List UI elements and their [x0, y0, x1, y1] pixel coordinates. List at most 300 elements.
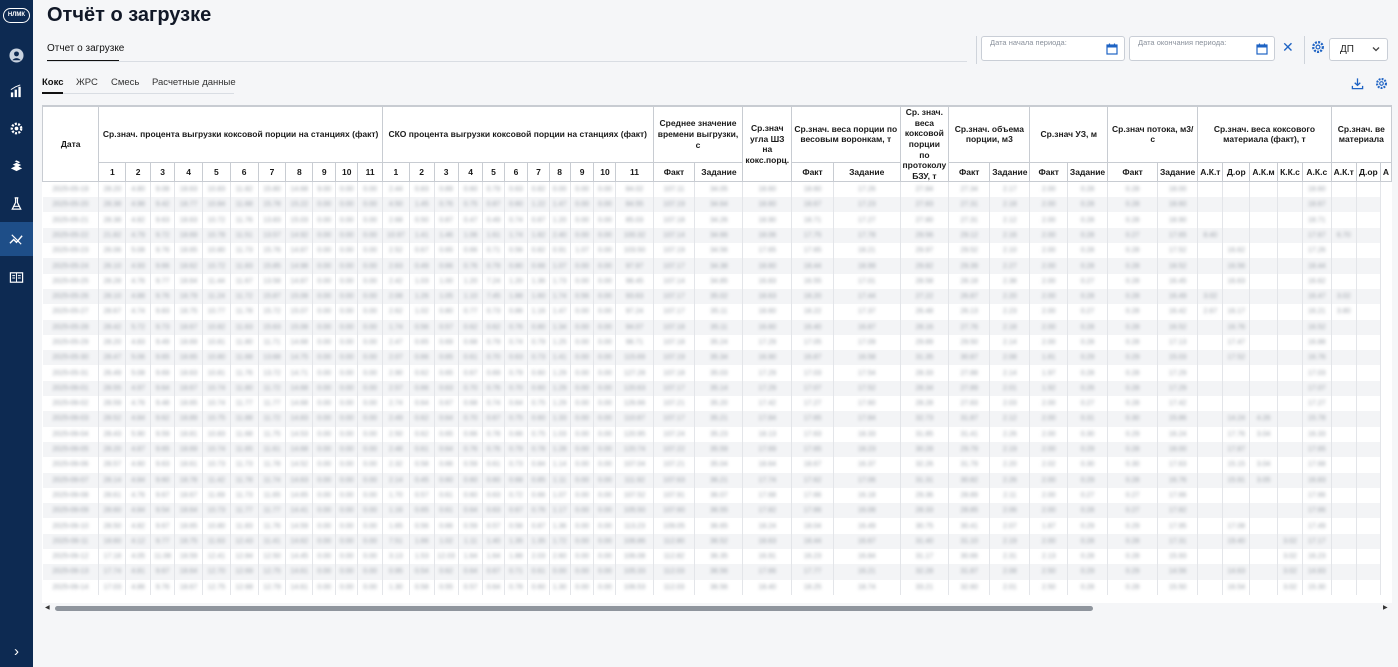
table-row[interactable]: [43, 274, 1392, 289]
cell-value: 0.00: [363, 430, 377, 438]
cell-value: 2.19: [1003, 446, 1017, 454]
table-row[interactable]: [43, 335, 1392, 350]
cell-value: 0.00: [363, 583, 377, 591]
cell-value: 4.50: [389, 201, 403, 209]
cell-value: 0.00: [598, 430, 612, 438]
subtab-mix[interactable]: Смесь: [111, 77, 140, 88]
cell-value: 1.47: [552, 201, 567, 209]
blast-furnace-select[interactable]: [1329, 38, 1388, 61]
table-row[interactable]: [43, 564, 1392, 579]
cell-value: 27.76: [960, 323, 978, 331]
cell-date: [43, 381, 99, 396]
cell-value: 17.52: [1227, 354, 1246, 362]
table-cell: [695, 304, 743, 319]
table-cell: [1250, 335, 1278, 350]
cell-value: 5.72: [131, 323, 145, 331]
table-cell: [949, 564, 990, 579]
cell-value: 107.14: [663, 231, 685, 239]
table-cell: [653, 503, 695, 518]
cell-value: 0.66: [414, 354, 429, 362]
table-cell: [286, 518, 313, 533]
table-cell: [382, 427, 409, 442]
table-cell: [1198, 473, 1223, 488]
cell-value: 34.56: [710, 247, 728, 255]
cell-value: 2.26: [1003, 430, 1017, 438]
date-start-field[interactable]: [981, 36, 1125, 61]
cell-value: 26.10: [103, 262, 122, 270]
table-cell: [1331, 212, 1356, 227]
cell-value: 10.72: [207, 262, 226, 270]
cell-value: 11.77: [235, 400, 253, 408]
user-icon[interactable]: [0, 38, 33, 72]
cell-value: 31.79: [960, 461, 978, 469]
table-cell: [1198, 488, 1223, 503]
cell-value: 18.64: [758, 461, 777, 469]
table-cell: [990, 381, 1030, 396]
cell-value: 36.65: [710, 522, 728, 530]
cell-value: 17.82: [758, 507, 777, 515]
cell-value: 10.80: [207, 522, 226, 530]
cell-value: 28.16: [915, 323, 934, 331]
col-station-number-label: 1: [109, 166, 115, 177]
tab-load-report[interactable]: Отчет о загрузке: [47, 43, 125, 54]
cell-value: 1.11: [464, 537, 478, 545]
gear-icon[interactable]: [1311, 40, 1325, 54]
cell-value: 0.00: [339, 430, 354, 438]
table-cell: [202, 381, 230, 396]
table-cell: [358, 197, 383, 212]
cell-date: [43, 457, 99, 472]
table-cell: [528, 304, 549, 319]
cell-value: 1.30: [389, 583, 403, 591]
table-cell: [695, 518, 743, 533]
cell-value: 15.08: [290, 323, 309, 331]
table-cell: [900, 534, 949, 549]
table-cell: [1030, 411, 1067, 426]
cell-value: 31.35: [915, 354, 934, 362]
cell-value: 1.05: [439, 293, 453, 301]
cell-value: 14.61: [290, 583, 309, 591]
cell-value: 28.20: [103, 338, 122, 346]
table-cell: [1356, 197, 1380, 212]
cell-value: 18.63: [179, 369, 198, 377]
cell-value: 9.76: [155, 583, 170, 591]
cell-value: 1.64: [486, 553, 501, 561]
cell-value: 2.90: [389, 369, 403, 377]
cell-value: 14.92: [290, 231, 309, 239]
table-cell: [1223, 350, 1250, 365]
table-row[interactable]: [43, 396, 1392, 411]
cell-value: 0.61: [531, 568, 546, 576]
table-cell: [900, 381, 949, 396]
table-cell: [434, 503, 458, 518]
cell-value: 0.58: [414, 461, 429, 469]
cell-value: 84.55: [625, 201, 644, 209]
table-cell: [990, 304, 1030, 319]
table-cell: [1157, 350, 1197, 365]
analytics-icon[interactable]: [0, 222, 33, 256]
table-cell: [313, 503, 336, 518]
ingot-icon[interactable]: [0, 148, 33, 182]
cell-value: 32.28: [915, 568, 934, 576]
table-cell: [458, 549, 483, 564]
table-cell: [1030, 488, 1067, 503]
cell-value: 36.56: [710, 568, 728, 576]
cell-value: 10.74: [207, 384, 226, 392]
cell-value: 0.00: [317, 415, 332, 423]
table-cell: [695, 396, 743, 411]
table-cell: [175, 549, 203, 564]
table-cell: [1331, 503, 1356, 518]
table-cell: [1108, 335, 1158, 350]
table-cell: [1250, 580, 1278, 595]
table-cell: [990, 289, 1030, 304]
table-cell: [570, 182, 594, 197]
table-cell: [1198, 182, 1223, 197]
table-cell: [258, 396, 286, 411]
cell-value: 0.76: [531, 507, 546, 515]
cell-value: 31.85: [915, 430, 934, 438]
cell-value: 0.00: [339, 522, 354, 530]
subtab-calculated[interactable]: Расчетные данные: [152, 77, 236, 88]
table-row[interactable]: [43, 427, 1392, 442]
cell-value: 36.55: [710, 507, 728, 515]
table-cell: [1356, 503, 1380, 518]
cell-value: 2.23: [1003, 308, 1017, 316]
cell-value: 16.55: [803, 277, 822, 285]
scroll-right-icon[interactable]: ▶: [1383, 605, 1388, 611]
table-cell: [1356, 396, 1380, 411]
cell-value: 0.66: [439, 262, 453, 270]
table-row[interactable]: [43, 488, 1392, 503]
table-cell: [382, 534, 409, 549]
cell-value: 10.81: [207, 369, 226, 377]
table-cell: [409, 457, 434, 472]
table-cell: [695, 212, 743, 227]
table-cell: [1302, 212, 1331, 227]
table-cell: [549, 381, 570, 396]
table-cell: [900, 473, 949, 488]
cell-value: 34.85: [710, 277, 728, 285]
table-cell: [1331, 518, 1356, 533]
cell-value: 9.54: [155, 507, 170, 515]
table-cell: [358, 212, 383, 227]
cell-value: 0.29: [1080, 568, 1095, 576]
table-row[interactable]: [43, 258, 1392, 273]
flask-icon[interactable]: [0, 186, 33, 220]
table-cell: [202, 182, 230, 197]
table-cell: [409, 411, 434, 426]
table-cell: [792, 381, 834, 396]
table-cell: [230, 534, 258, 549]
col-station-number: [382, 162, 409, 182]
table-cell: [1198, 243, 1223, 258]
table-row[interactable]: [43, 549, 1392, 564]
table-cell: [175, 564, 203, 579]
table-row[interactable]: [43, 304, 1392, 319]
table-cell: [528, 518, 549, 533]
settings-icon[interactable]: [0, 111, 33, 145]
table-cell: [258, 427, 286, 442]
table-cell: [409, 258, 434, 273]
table-cell: [900, 182, 949, 197]
table-cell: [1250, 381, 1278, 396]
table-cell: [1198, 197, 1223, 212]
cell-value: 0.66: [439, 522, 453, 530]
table-row[interactable]: [43, 503, 1392, 518]
cell-value: 112.80: [663, 537, 685, 545]
cell-value: 2.14: [1003, 369, 1017, 377]
table-cell: [616, 274, 653, 289]
cell-value: 0.73: [486, 308, 501, 316]
cell-value: 17.66: [803, 507, 822, 515]
table-row[interactable]: [43, 228, 1392, 243]
table-row[interactable]: [43, 365, 1392, 380]
table-cell: [1108, 304, 1158, 319]
table-cell: [1030, 549, 1067, 564]
table-cell: [833, 427, 900, 442]
cell-value: 18.23: [857, 446, 876, 454]
table-cell: [1250, 365, 1278, 380]
table-cell: [1250, 534, 1278, 549]
cell-value: 28.38: [103, 201, 122, 209]
table-cell: [949, 228, 990, 243]
subtab-coke[interactable]: Кокс: [42, 77, 64, 88]
col-group-header-label: Ср. знач. веса коксовой порции по протоколу БЗУ, т: [902, 107, 947, 181]
cell-value: 0.62: [439, 568, 453, 576]
book-icon[interactable]: [0, 260, 33, 294]
table-cell: [458, 518, 483, 533]
table-cell: [258, 473, 286, 488]
table-row[interactable]: [43, 580, 1392, 595]
table-cell: [313, 274, 336, 289]
table-cell: [743, 289, 792, 304]
table-cell: [504, 258, 528, 273]
table-cell: [434, 304, 458, 319]
table-row[interactable]: [43, 518, 1392, 533]
cell-value: 12.03: [437, 553, 455, 561]
table-row[interactable]: [43, 320, 1392, 335]
cell-value: 0.00: [575, 186, 589, 194]
table-cell: [695, 320, 743, 335]
date-start-label: Дата начала периода:: [990, 38, 1067, 47]
cell-date: [43, 243, 99, 258]
gear-icon[interactable]: [1375, 77, 1388, 90]
table-cell: [833, 549, 900, 564]
table-cell: [1302, 197, 1331, 212]
cell-value: 11.78: [235, 476, 253, 484]
table-cell: [1030, 396, 1067, 411]
col-group-header: [792, 107, 900, 163]
page-title: Отчёт о загрузке: [47, 4, 212, 26]
table-row[interactable]: [43, 197, 1392, 212]
table-cell: [483, 258, 504, 273]
cell-value: 2.03: [1003, 400, 1017, 408]
table-cell: [528, 411, 549, 426]
cell-value: 1.60: [531, 293, 546, 301]
cell-value: 107.63: [663, 476, 685, 484]
cell-value: 0.00: [317, 369, 332, 377]
table-cell: [949, 335, 990, 350]
table-cell: [1030, 289, 1067, 304]
table-cell: [126, 350, 151, 365]
table-cell: [616, 228, 653, 243]
table-cell: [382, 274, 409, 289]
table-cell: [434, 228, 458, 243]
cell-value: 19.40: [1227, 537, 1246, 545]
horizontal-scrollbar-thumb[interactable]: [55, 606, 1093, 611]
cell-value: 29.79: [960, 446, 978, 454]
col-sub-header: [1067, 162, 1107, 182]
bar-chart-icon[interactable]: [0, 74, 33, 108]
cell-value: 10.74: [207, 400, 226, 408]
table-cell: [653, 488, 695, 503]
cell-date: [43, 289, 99, 304]
cell-value: 2025-05-28: [52, 323, 89, 331]
cell-value: 0.00: [575, 262, 589, 270]
table-cell: [336, 580, 358, 595]
cell-value: 13.58: [263, 277, 281, 285]
table-cell: [900, 212, 949, 227]
table-cell: [570, 381, 594, 396]
cell-value: 14.56: [1168, 568, 1187, 576]
cell-value: 1.88: [509, 553, 523, 561]
table-cell: [570, 503, 594, 518]
cell-value: 0.00: [339, 247, 354, 255]
cell-value: 107.91: [663, 491, 685, 499]
report-table-container[interactable]: [42, 105, 1392, 603]
table-cell: [1067, 304, 1107, 319]
cell-value: 2.00: [1041, 446, 1056, 454]
table-row[interactable]: [43, 534, 1392, 549]
cell-value: 27.89: [960, 384, 978, 392]
table-row[interactable]: [43, 212, 1392, 227]
calendar-icon[interactable]: [1256, 43, 1268, 55]
table-cell: [1223, 503, 1250, 518]
table-cell: [990, 365, 1030, 380]
cell-value: 18.60: [803, 186, 822, 194]
cell-value: 0.80: [439, 308, 453, 316]
blast-furnace-value: ДП: [1340, 44, 1354, 55]
table-cell: [126, 580, 151, 595]
cell-value: 0.00: [363, 507, 377, 515]
table-cell: [900, 304, 949, 319]
table-cell: [792, 580, 834, 595]
table-cell: [286, 182, 313, 197]
clear-dates-icon[interactable]: ✕: [1282, 39, 1294, 55]
cell-value: 16.84: [857, 553, 876, 561]
table-cell: [1223, 564, 1250, 579]
cell-value: 0.00: [339, 293, 354, 301]
cell-value: 0.61: [439, 491, 453, 499]
cell-value: 0.65: [439, 369, 453, 377]
cell-value: 0.00: [363, 277, 377, 285]
table-row[interactable]: [43, 182, 1392, 197]
col-station-number: [594, 162, 616, 182]
cell-value: 2.03: [531, 553, 546, 561]
subtab-divider: [42, 93, 234, 94]
table-cell: [1278, 258, 1303, 273]
table-cell: [230, 197, 258, 212]
table-cell: [743, 258, 792, 273]
chevron-right-icon[interactable]: ›: [14, 643, 19, 660]
nlmk-logo[interactable]: НЛМК: [3, 8, 30, 23]
table-row[interactable]: [43, 350, 1392, 365]
cell-value: 28.85: [960, 507, 978, 515]
table-cell: [743, 564, 792, 579]
table-cell: [695, 503, 743, 518]
cell-value: 0.26: [1080, 384, 1095, 392]
cell-value: 2.08: [389, 293, 403, 301]
table-cell: [483, 365, 504, 380]
table-cell: [1067, 564, 1107, 579]
cell-date: [43, 396, 99, 411]
table-cell: [286, 442, 313, 457]
cell-value: 29.39: [960, 262, 978, 270]
table-cell: [382, 258, 409, 273]
table-cell: [1157, 381, 1197, 396]
table-cell: [150, 549, 174, 564]
cell-value: 35.34: [710, 354, 728, 362]
cell-value: 0.76: [486, 384, 501, 392]
table-cell: [1356, 365, 1380, 380]
table-row[interactable]: [43, 442, 1392, 457]
table-cell: [258, 289, 286, 304]
cell-value: 18.99: [857, 262, 876, 270]
table-cell: [175, 503, 203, 518]
table-cell: [434, 258, 458, 273]
subtab-iron-ore[interactable]: ЖРС: [76, 77, 98, 88]
table-row[interactable]: [43, 411, 1392, 426]
table-row[interactable]: [43, 473, 1392, 488]
table-cell: [358, 289, 383, 304]
table-row[interactable]: [43, 457, 1392, 472]
table-cell: [990, 488, 1030, 503]
table-row[interactable]: [43, 243, 1392, 258]
cell-value: 12.75: [263, 568, 281, 576]
table-cell: [313, 243, 336, 258]
table-cell: [990, 549, 1030, 564]
table-cell: [99, 488, 126, 503]
download-icon[interactable]: [1351, 77, 1364, 90]
table-cell: [483, 473, 504, 488]
table-cell: [175, 473, 203, 488]
table-cell: [990, 350, 1030, 365]
table-cell: [1250, 411, 1278, 426]
table-row[interactable]: [43, 289, 1392, 304]
cell-value: 11.51: [235, 231, 253, 239]
cell-value: 17.03: [1308, 369, 1326, 377]
table-cell: [1030, 518, 1067, 533]
cell-value: 16.54: [1227, 583, 1246, 591]
table-cell: [286, 396, 313, 411]
cell-value: 2.49: [389, 415, 403, 423]
cell-value: 4.80: [131, 186, 145, 194]
cell-value: 0.28: [1125, 262, 1140, 270]
cell-value: 0.63: [439, 384, 453, 392]
table-cell: [1198, 335, 1223, 350]
scroll-left-icon[interactable]: ◀: [45, 605, 50, 611]
table-row[interactable]: [43, 381, 1392, 396]
cell-value: 11.71: [263, 338, 281, 346]
calendar-icon[interactable]: [1106, 43, 1118, 55]
cell-value: 9.76: [155, 293, 170, 301]
table-cell: [1108, 427, 1158, 442]
date-end-field[interactable]: [1129, 36, 1275, 61]
table-cell: [1157, 473, 1197, 488]
cell-value: 1.65: [389, 522, 403, 530]
cell-date: [43, 549, 99, 564]
